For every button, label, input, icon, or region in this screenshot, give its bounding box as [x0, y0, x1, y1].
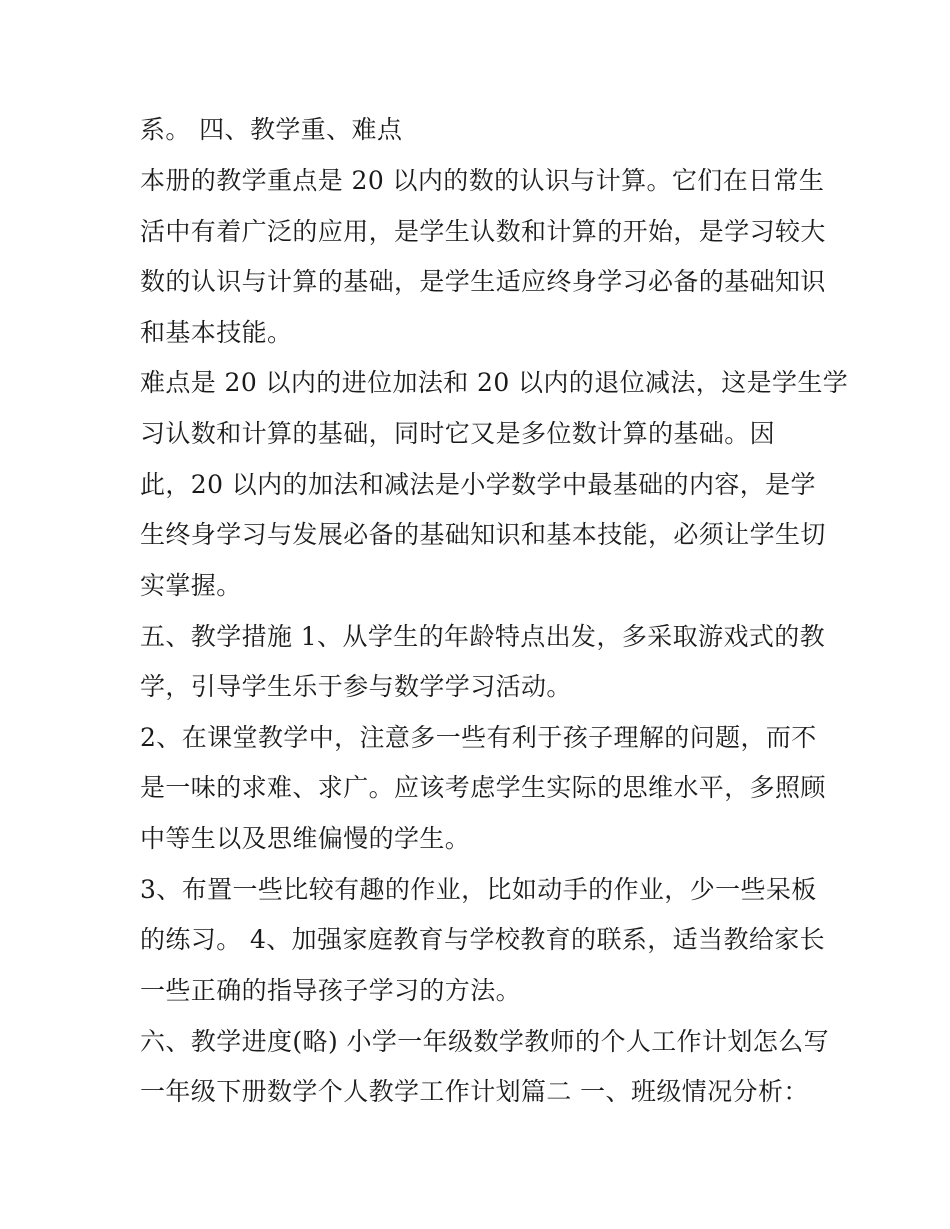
- text-line: 此，20 以内的加法和减法是小学数学中最基础的内容，是学: [140, 470, 816, 499]
- text-line: 3、布置一些比较有趣的作业，比如动手的作业，少一些呆板: [140, 875, 817, 904]
- text-line: 活中有着广泛的应用，是学生认数和计算的开始，是学习较大: [140, 217, 826, 246]
- text-line: 六、教学进度(略) 小学一年级数学教师的个人工作计划怎么写: [140, 1027, 830, 1056]
- text-line: 习认数和计算的基础，同时它又是多位数计算的基础。因: [140, 419, 776, 448]
- text-line: 2、在课堂教学中，注意多一些有利于孩子理解的问题，而不: [140, 723, 817, 752]
- text-line: 数的认识与计算的基础，是学生适应终身学习必备的基础知识: [140, 267, 826, 296]
- text-line: 中等生以及思维偏慢的学生。: [140, 824, 471, 853]
- text-line: 一年级下册数学个人教学工作计划篇二 一、班级情况分析：: [140, 1077, 809, 1106]
- text-line: 难点是 20 以内的进位加法和 20 以内的退位减法，这是学生学: [140, 368, 849, 397]
- text-line: 五、教学措施 1、从学生的年龄特点出发，多采取游戏式的教: [140, 622, 826, 651]
- text-line: 系。 四、教学重、难点: [140, 115, 403, 144]
- text-line: 生终身学习与发展必备的基础知识和基本技能，必须让学生切: [140, 520, 826, 549]
- text-line: 实掌握。: [140, 571, 242, 600]
- text-line: 一些正确的指导孩子学习的方法。: [140, 976, 522, 1005]
- text-line: 的练习。 4、加强家庭教育与学校教育的联系，适当教给家长: [140, 925, 826, 954]
- text-line: 学，引导学生乐于参与数学学习活动。: [140, 672, 572, 701]
- text-line: 和基本技能。: [140, 318, 293, 347]
- text-line: 本册的教学重点是 20 以内的数的认识与计算。它们在日常生: [140, 166, 825, 195]
- text-line: 是一味的求难、求广。应该考虑学生实际的思维水平，多照顾: [140, 773, 826, 802]
